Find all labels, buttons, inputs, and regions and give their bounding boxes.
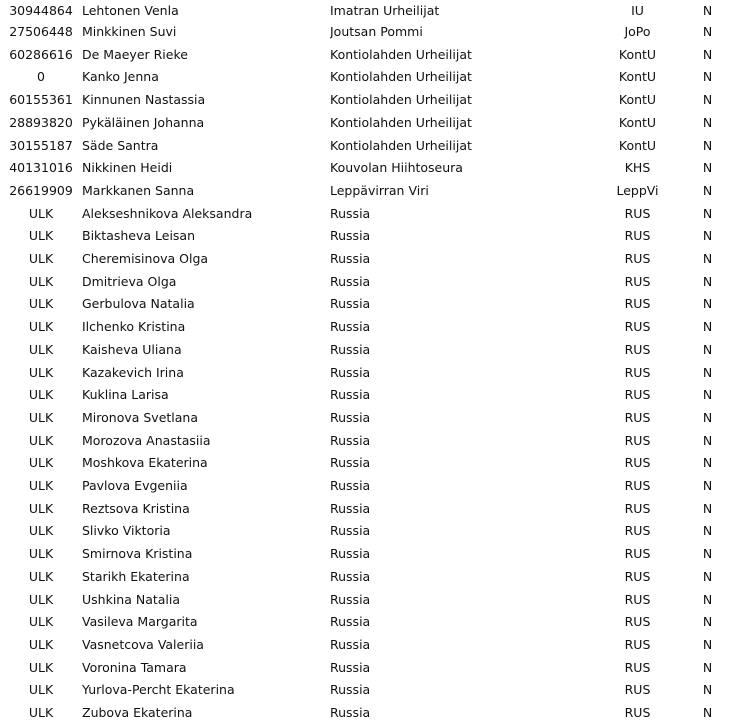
license-id-cell: 30155187 <box>9 137 73 153</box>
athlete-name-cell: Slivko Viktoria <box>82 523 171 539</box>
club-name-cell: Russia <box>330 705 371 721</box>
athlete-name-cell: Starikh Ekaterina <box>82 568 190 584</box>
license-id-cell: ULK <box>28 614 54 630</box>
flag-cell: N <box>702 387 713 403</box>
athlete-name-cell: Kuklina Larisa <box>82 387 169 403</box>
club-abbr-cell: RUS <box>624 432 651 448</box>
club-name-cell: Russia <box>330 319 371 335</box>
flag-cell: N <box>702 46 713 62</box>
athlete-name-cell: Zubova Ekaterina <box>82 705 193 721</box>
athlete-name-cell: Yurlova-Percht Ekaterina <box>82 682 235 698</box>
license-id-cell: ULK <box>28 478 54 494</box>
flag-cell: N <box>702 705 713 721</box>
flag-cell: N <box>702 341 713 357</box>
club-name-cell: Russia <box>330 455 371 471</box>
table-row <box>0 157 730 180</box>
club-abbr-cell: RUS <box>624 705 651 721</box>
flag-cell: N <box>702 114 713 130</box>
athlete-name-cell: Morozova Anastasiia <box>82 432 211 448</box>
license-id-cell: ULK <box>28 273 54 289</box>
table-row <box>0 339 730 362</box>
license-id-cell: ULK <box>28 341 54 357</box>
club-name-cell: Kontiolahden Urheilijat <box>330 46 472 62</box>
flag-cell: N <box>702 364 713 380</box>
license-id-cell: ULK <box>28 523 54 539</box>
license-id-cell: ULK <box>28 659 54 675</box>
license-id-cell: ULK <box>28 636 54 652</box>
table-row <box>0 21 730 44</box>
flag-cell: N <box>702 682 713 698</box>
club-abbr-cell: KontU <box>618 69 657 85</box>
table-row <box>0 430 730 453</box>
license-id-cell: ULK <box>28 432 54 448</box>
club-name-cell: Leppävirran Viri <box>330 182 429 198</box>
club-name-cell: Russia <box>330 591 371 607</box>
flag-cell: N <box>702 409 713 425</box>
club-abbr-cell: KontU <box>618 92 657 108</box>
club-abbr-cell: RUS <box>624 341 651 357</box>
table-row <box>0 248 730 271</box>
table-row <box>0 407 730 430</box>
flag-cell: N <box>702 182 713 198</box>
license-id-cell: ULK <box>28 568 54 584</box>
flag-cell: N <box>702 69 713 85</box>
athlete-name-cell: Vasnetcova Valeriia <box>82 636 204 652</box>
club-name-cell: Kouvolan Hiihtoseura <box>330 160 463 176</box>
flag-cell: N <box>702 92 713 108</box>
club-abbr-cell: RUS <box>624 296 651 312</box>
flag-cell: N <box>702 24 713 39</box>
table-row <box>0 135 730 158</box>
club-abbr-cell: RUS <box>624 364 651 380</box>
athlete-name-cell: Ilchenko Kristina <box>82 319 186 335</box>
club-name-cell: Russia <box>330 341 371 357</box>
athlete-name-cell: Dmitrieva Olga <box>82 273 177 289</box>
table-row <box>0 203 730 226</box>
club-abbr-cell: JoPo <box>624 24 651 39</box>
club-abbr-cell: RUS <box>624 568 651 584</box>
license-id-cell: 26619909 <box>9 182 73 198</box>
license-id-cell: 40131016 <box>9 160 73 176</box>
athlete-name-cell: Mironova Svetlana <box>82 409 199 425</box>
club-abbr-cell: RUS <box>624 659 651 675</box>
club-abbr-cell: RUS <box>624 546 651 562</box>
club-name-cell: Russia <box>330 205 371 221</box>
license-id-cell: ULK <box>28 500 54 516</box>
table-row <box>0 0 730 21</box>
club-abbr-cell: RUS <box>624 636 651 652</box>
club-abbr-cell: RUS <box>624 319 651 335</box>
table-row <box>0 66 730 89</box>
club-abbr-cell: KHS <box>624 160 651 176</box>
flag-cell: N <box>702 319 713 335</box>
table-row <box>0 112 730 135</box>
athlete-name-cell: Pavlova Evgeniia <box>82 478 188 494</box>
license-id-cell: ULK <box>28 682 54 698</box>
club-abbr-cell: RUS <box>624 523 651 539</box>
flag-cell: N <box>702 228 713 244</box>
license-id-cell: ULK <box>28 387 54 403</box>
club-abbr-cell: RUS <box>624 682 651 698</box>
flag-cell: N <box>702 478 713 494</box>
license-id-cell: ULK <box>28 296 54 312</box>
license-id-cell: ULK <box>28 409 54 425</box>
athlete-name-cell: Kanko Jenna <box>82 69 159 85</box>
table-row <box>0 589 730 612</box>
table-row <box>0 520 730 543</box>
club-name-cell: Russia <box>330 296 371 312</box>
athlete-name-cell: Kazakevich Irina <box>82 364 184 380</box>
flag-cell: N <box>702 432 713 448</box>
club-name-cell: Russia <box>330 478 371 494</box>
table-row <box>0 362 730 385</box>
club-abbr-cell: KontU <box>618 114 657 130</box>
club-abbr-cell: RUS <box>624 591 651 607</box>
flag-cell: N <box>702 296 713 312</box>
athlete-name-cell: Nikkinen Heidi <box>82 160 173 176</box>
club-abbr-cell: RUS <box>624 478 651 494</box>
athlete-name-cell: Cheremisinova Olga <box>82 251 209 267</box>
flag-cell: N <box>702 500 713 516</box>
athlete-name-cell: Smirnova Kristina <box>82 546 193 562</box>
club-name-cell: Russia <box>330 387 371 403</box>
club-name-cell: Russia <box>330 682 371 698</box>
club-name-cell: Kontiolahden Urheilijat <box>330 114 472 130</box>
club-name-cell: Russia <box>330 432 371 448</box>
license-id-cell: ULK <box>28 205 54 221</box>
athlete-name-cell: Säde Santra <box>82 137 159 153</box>
table-row <box>0 271 730 294</box>
license-id-cell: ULK <box>28 546 54 562</box>
flag-cell: N <box>702 523 713 539</box>
club-abbr-cell: KontU <box>618 137 657 153</box>
license-id-cell: 0 <box>37 69 45 85</box>
table-row <box>0 543 730 566</box>
license-id-cell: 30944864 <box>9 2 73 18</box>
club-name-cell: Russia <box>330 500 371 516</box>
license-id-cell: 27506448 <box>9 24 73 39</box>
table-row <box>0 293 730 316</box>
table-row <box>0 44 730 67</box>
athlete-name-cell: Lehtonen Venla <box>82 2 179 18</box>
club-abbr-cell: RUS <box>624 205 651 221</box>
club-name-cell: Russia <box>330 659 371 675</box>
club-name-cell: Kontiolahden Urheilijat <box>330 69 472 85</box>
license-id-cell: ULK <box>28 364 54 380</box>
license-id-cell: 60155361 <box>9 92 73 108</box>
flag-cell: N <box>702 205 713 221</box>
club-name-cell: Russia <box>330 614 371 630</box>
club-abbr-cell: RUS <box>624 228 651 244</box>
club-name-cell: Kontiolahden Urheilijat <box>330 92 472 108</box>
club-abbr-cell: RUS <box>624 251 651 267</box>
club-name-cell: Russia <box>330 251 371 267</box>
table-row <box>0 452 730 475</box>
flag-cell: N <box>702 568 713 584</box>
table-row <box>0 225 730 248</box>
athlete-name-cell: Pykäläinen Johanna <box>82 114 205 130</box>
club-abbr-cell: LeppVi <box>616 182 659 198</box>
athlete-name-cell: Reztsova Kristina <box>82 500 190 516</box>
athlete-name-cell: Kinnunen Nastassia <box>82 92 206 108</box>
athlete-name-cell: Ushkina Natalia <box>82 591 181 607</box>
license-id-cell: ULK <box>28 228 54 244</box>
athlete-name-cell: Alekseshnikova Aleksandra <box>82 205 253 221</box>
club-name-cell: Imatran Urheilijat <box>330 2 440 18</box>
table-row <box>0 634 730 657</box>
table-row <box>0 679 730 702</box>
club-abbr-cell: RUS <box>624 409 651 425</box>
athlete-name-cell: Kaisheva Uliana <box>82 341 182 357</box>
flag-cell: N <box>702 137 713 153</box>
athlete-name-cell: Gerbulova Natalia <box>82 296 195 312</box>
flag-cell: N <box>702 2 713 18</box>
license-id-cell: 60286616 <box>9 46 73 62</box>
club-name-cell: Russia <box>330 409 371 425</box>
club-name-cell: Russia <box>330 523 371 539</box>
license-id-cell: ULK <box>28 319 54 335</box>
table-row <box>0 566 730 589</box>
club-name-cell: Kontiolahden Urheilijat <box>330 137 472 153</box>
flag-cell: N <box>702 273 713 289</box>
club-name-cell: Joutsan Pommi <box>330 24 423 39</box>
flag-cell: N <box>702 591 713 607</box>
athlete-name-cell: Voronina Tamara <box>82 659 187 675</box>
athlete-name-cell: Markkanen Sanna <box>82 182 195 198</box>
flag-cell: N <box>702 160 713 176</box>
license-id-cell: ULK <box>28 591 54 607</box>
club-name-cell: Russia <box>330 273 371 289</box>
flag-cell: N <box>702 251 713 267</box>
table-row <box>0 702 730 725</box>
table-row <box>0 498 730 521</box>
club-abbr-cell: IU <box>631 2 644 18</box>
license-id-cell: ULK <box>28 455 54 471</box>
club-abbr-cell: RUS <box>624 273 651 289</box>
table-row <box>0 180 730 203</box>
license-id-cell: ULK <box>28 251 54 267</box>
club-abbr-cell: RUS <box>624 614 651 630</box>
club-abbr-cell: RUS <box>624 500 651 516</box>
table-row <box>0 384 730 407</box>
club-name-cell: Russia <box>330 546 371 562</box>
athlete-name-cell: Vasileva Margarita <box>82 614 198 630</box>
club-name-cell: Russia <box>330 364 371 380</box>
flag-cell: N <box>702 659 713 675</box>
athlete-name-cell: Minkkinen Suvi <box>82 24 177 39</box>
club-name-cell: Russia <box>330 228 371 244</box>
club-abbr-cell: KontU <box>618 46 657 62</box>
athlete-name-cell: De Maeyer Rieke <box>82 46 188 62</box>
athlete-name-cell: Moshkova Ekaterina <box>82 455 208 471</box>
flag-cell: N <box>702 614 713 630</box>
flag-cell: N <box>702 455 713 471</box>
license-id-cell: ULK <box>28 705 54 721</box>
table-row <box>0 89 730 112</box>
club-abbr-cell: RUS <box>624 455 651 471</box>
flag-cell: N <box>702 546 713 562</box>
license-id-cell: 28893820 <box>9 114 73 130</box>
club-name-cell: Russia <box>330 568 371 584</box>
table-row <box>0 611 730 634</box>
flag-cell: N <box>702 636 713 652</box>
table-row <box>0 316 730 339</box>
table-row <box>0 657 730 680</box>
athlete-name-cell: Biktasheva Leisan <box>82 228 196 244</box>
club-name-cell: Russia <box>330 636 371 652</box>
table-row <box>0 475 730 498</box>
club-abbr-cell: RUS <box>624 387 651 403</box>
